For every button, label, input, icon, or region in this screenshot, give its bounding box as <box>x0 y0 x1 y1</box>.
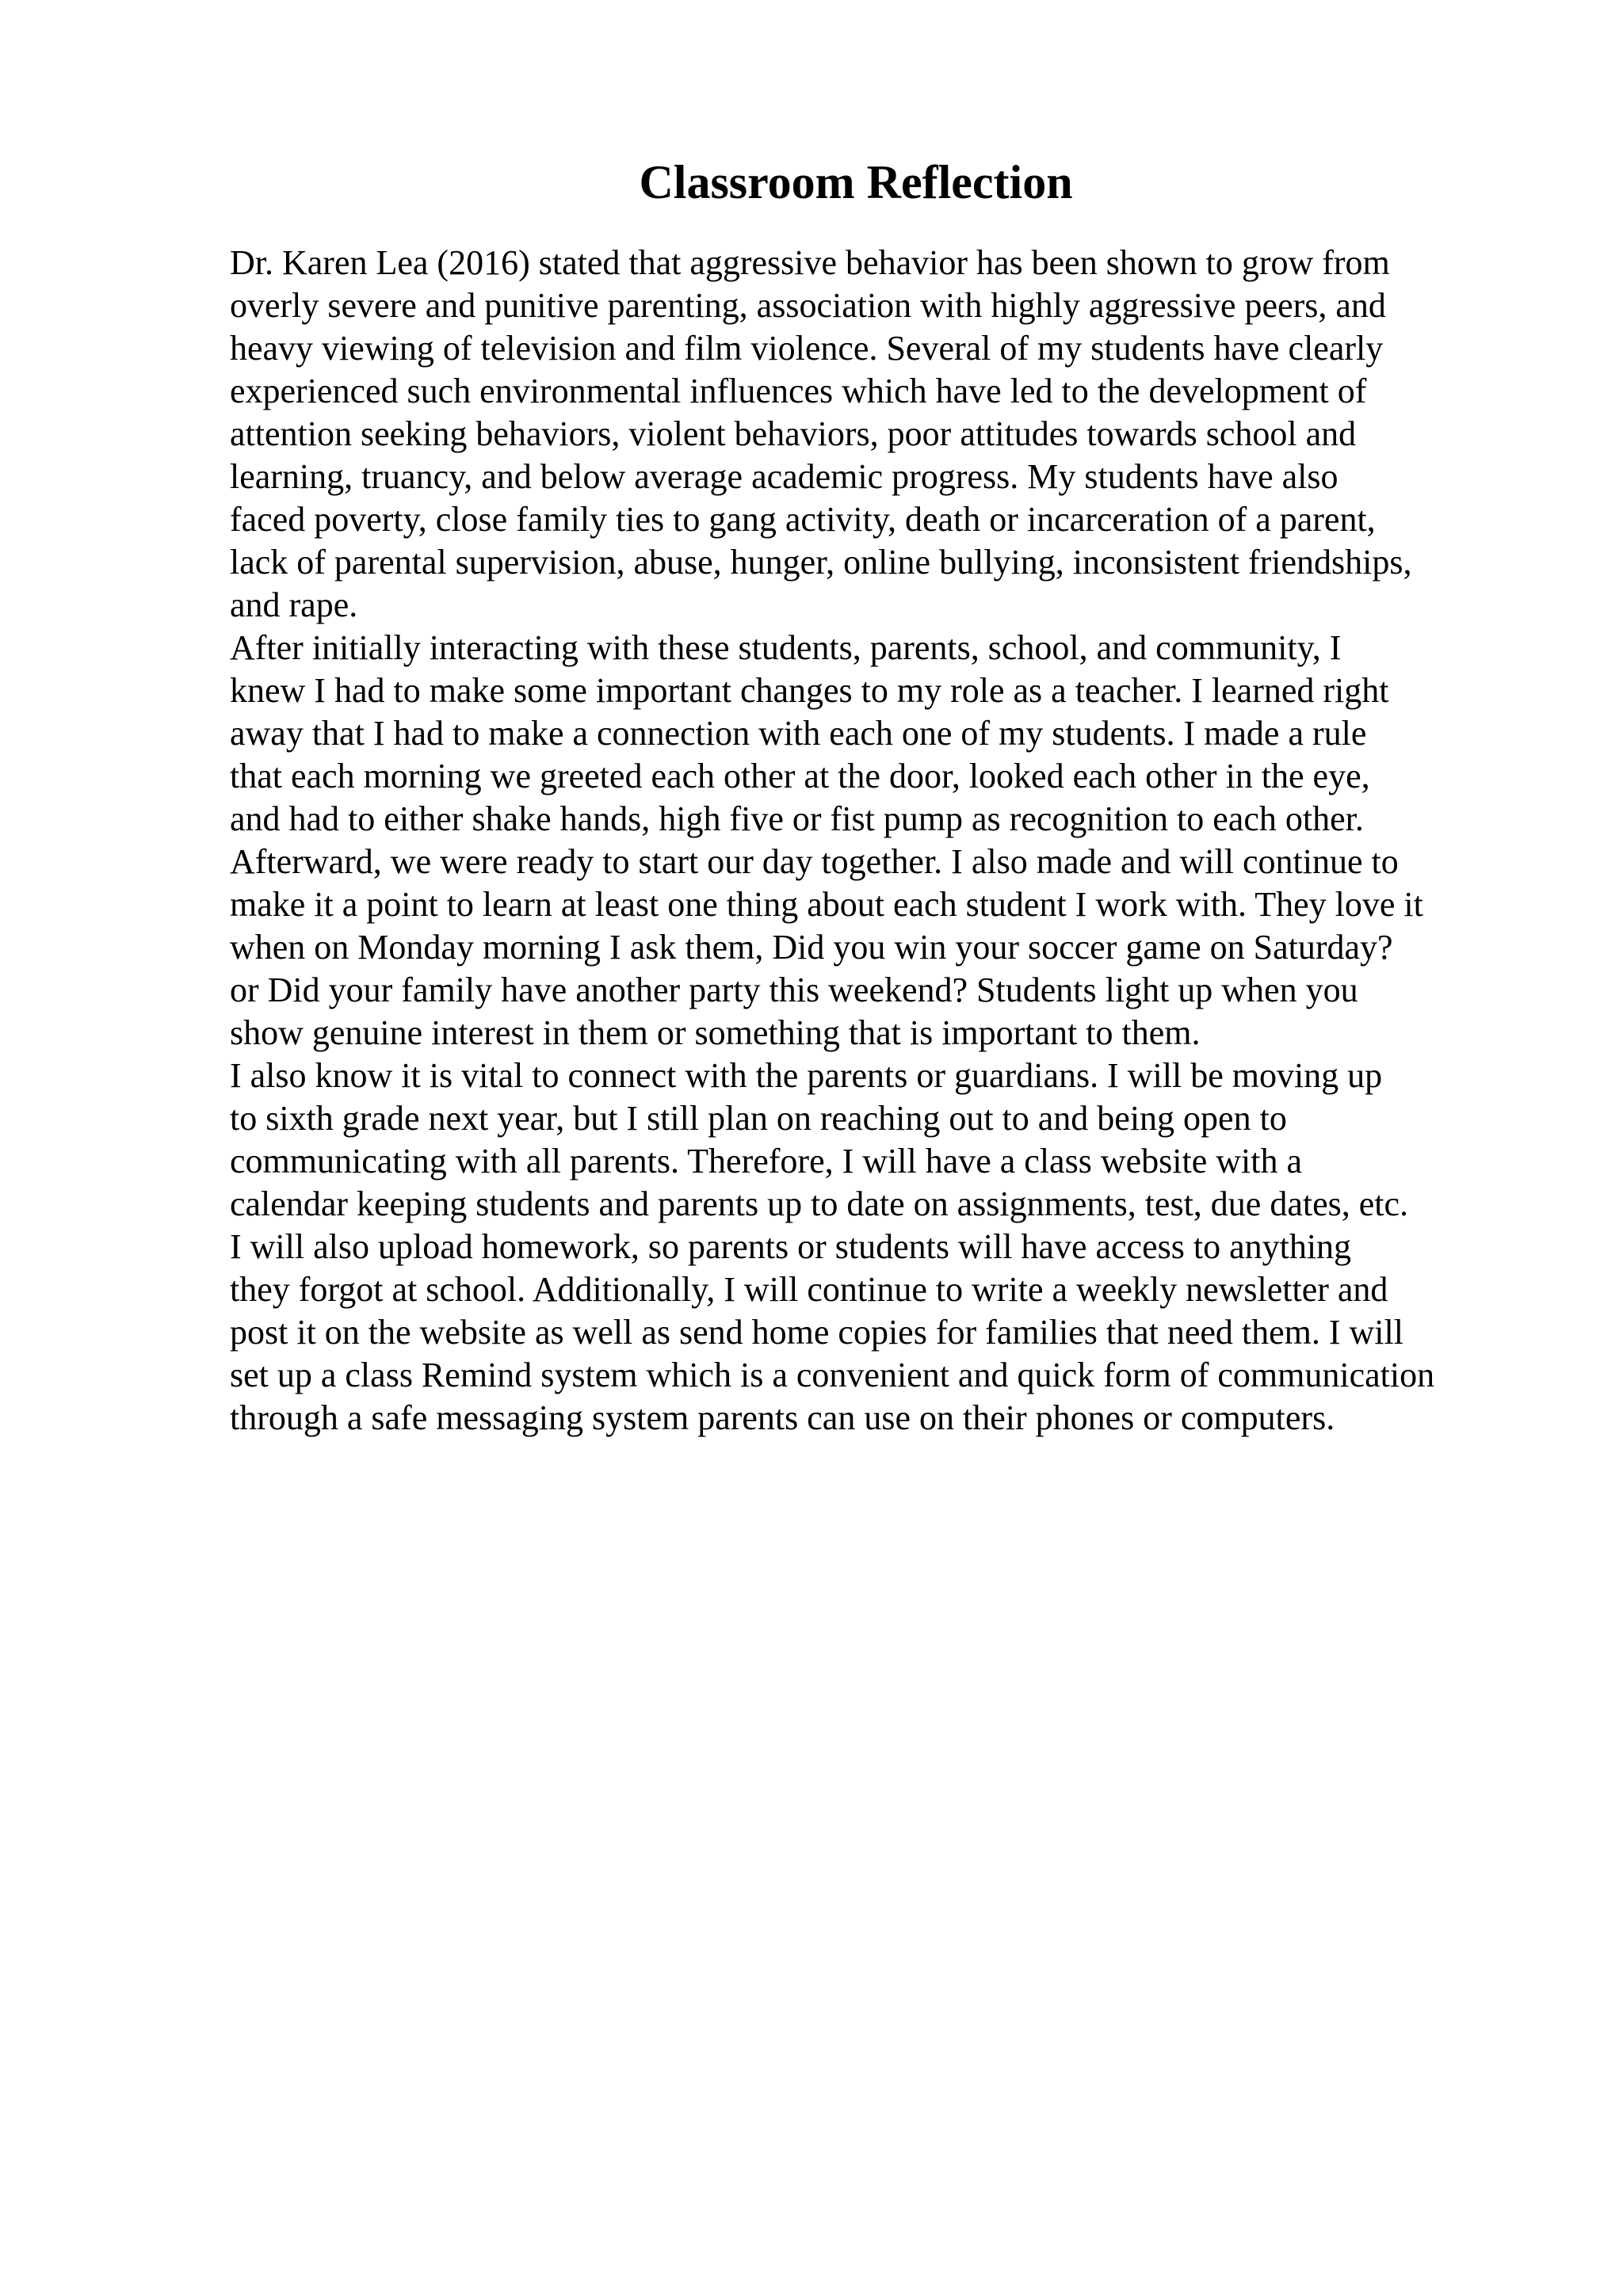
text-line: calendar keeping students and parents up to date on assignments, test, due dates, etc. <box>230 1184 1409 1223</box>
text-line: Afterward, we were ready to start our day together. I also made and will continue to <box>230 842 1399 881</box>
text-line: set up a class Remind system which is a convenient and quick form of communication <box>230 1356 1435 1394</box>
text-line: through a safe messaging system parents can use on their phones or computers. <box>230 1398 1335 1437</box>
text-line: post it on the website as well as send home copies for families that need them. I will <box>230 1313 1403 1352</box>
text-line: communicating with all parents. Therefore, I will have a class website with a <box>230 1142 1302 1180</box>
text-line: or Did your family have another party this weekend? Students light up when you <box>230 971 1358 1009</box>
text-line: and had to either shake hands, high five or fist pump as recognition to each other. <box>230 799 1364 838</box>
text-line: I also know it is vital to connect with the parents or guardians. I will be moving up <box>230 1056 1383 1095</box>
text-line: when on Monday morning I ask them, Did you win your soccer game on Saturday? <box>230 928 1393 967</box>
document-body <box>230 242 1514 1440</box>
text-line: away that I had to make a connection with each one of my students. I made a rule <box>230 714 1367 753</box>
text-line: learning, truancy, and below average academic progress. My students have also <box>230 457 1338 496</box>
text-line: lack of parental supervision, abuse, hunger, online bullying, inconsistent friendships, <box>230 543 1412 582</box>
document-title: Classroom Reflection <box>639 156 1073 208</box>
text-line: After initially interacting with these students, parents, school, and community, I <box>230 628 1342 667</box>
text-line: Dr. Karen Lea (2016) stated that aggressive behavior has been shown to grow from <box>230 243 1390 282</box>
text-line: they forgot at school. Additionally, I will continue to write a weekly newsletter and <box>230 1270 1388 1309</box>
text-line: faced poverty, close family ties to gang activity, death or incarceration of a parent, <box>230 500 1376 539</box>
text-line: I will also upload homework, so parents or students will have access to anything <box>230 1227 1352 1266</box>
text-line: experienced such environmental influences which have led to the development of <box>230 372 1367 410</box>
text-line: and rape. <box>230 585 358 624</box>
text-line: heavy viewing of television and film violence. Several of my students have clearly <box>230 329 1384 368</box>
text-line: attention seeking behaviors, violent behaviors, poor attitudes towards school and <box>230 414 1357 453</box>
text-line: make it a point to learn at least one thing about each student I work with. They love it <box>230 885 1423 924</box>
text-line: show genuine interest in them or something that is important to them. <box>230 1013 1201 1052</box>
text-line: overly severe and punitive parenting, association with highly aggressive peers, and <box>230 286 1386 325</box>
text-line: to sixth grade next year, but I still plan on reaching out to and being open to <box>230 1099 1287 1138</box>
text-line: knew I had to make some important changes to my role as a teacher. I learned right <box>230 671 1389 710</box>
text-line: that each morning we greeted each other at the door, looked each other in the eye, <box>230 757 1370 795</box>
